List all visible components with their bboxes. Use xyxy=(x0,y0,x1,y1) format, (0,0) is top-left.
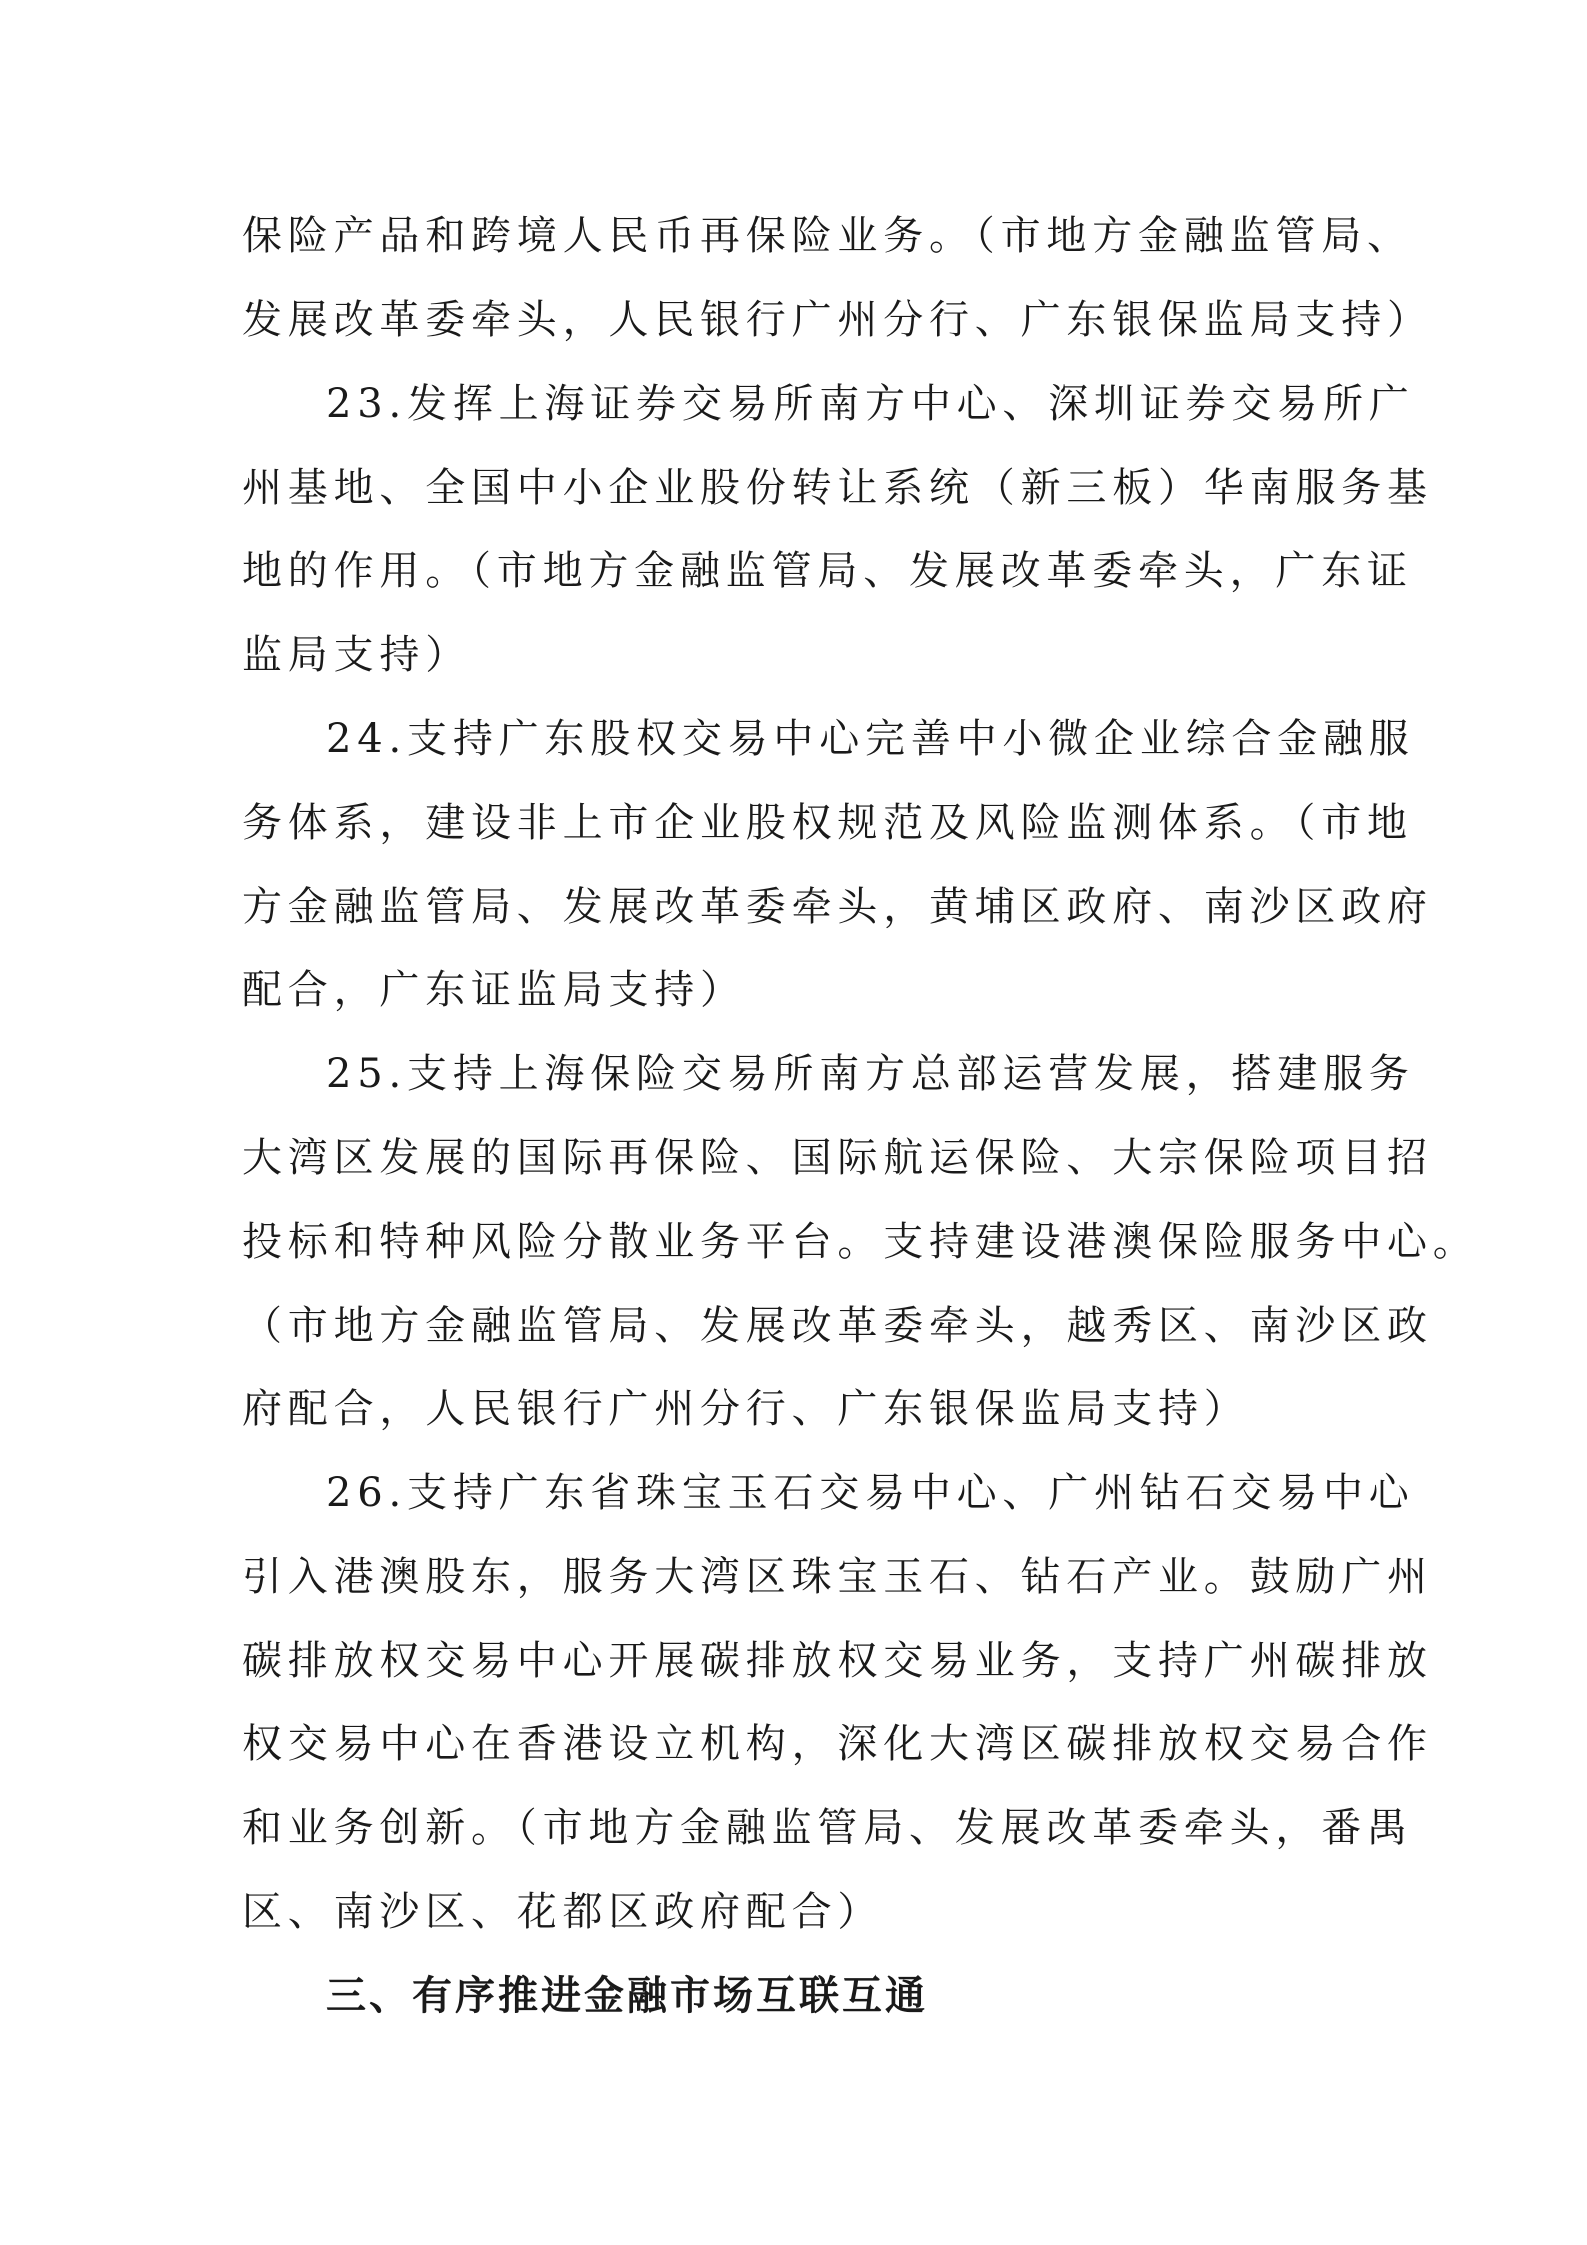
item-24-first-line: 24.支持广东股权交易中心完善中小微企业综合金融服 xyxy=(326,716,1415,762)
section-heading: 三、有序推进金融市场互联互通 xyxy=(326,1973,928,2019)
item-25-first-line: 25.支持上海保险交易所南方总部运营发展，搭建服务 xyxy=(326,1051,1415,1097)
text-line: 府配合，人民银行广州分行、广东银保监局支持） xyxy=(242,1386,1250,1432)
text-line: 地的作用。（市地方金融监管局、发展改革委牵头，广东证 xyxy=(242,548,1413,594)
item-23-first-line: 23.发挥上海证券交易所南方中心、深圳证券交易所广 xyxy=(326,381,1415,427)
text-line: 务体系，建设非上市企业股权规范及风险监测体系。（市地 xyxy=(242,800,1413,846)
text-line: 州基地、全国中小企业股份转让系统（新三板）华南服务基 xyxy=(242,465,1433,511)
text-line: 保险产品和跨境人民币再保险业务。（市地方金融监管局、 xyxy=(242,213,1413,259)
text-line: （市地方金融监管局、发展改革委牵头，越秀区、南沙区政 xyxy=(242,1303,1433,1349)
text-line: 和业务创新。（市地方金融监管局、发展改革委牵头，番禺 xyxy=(242,1805,1413,1851)
text-line: 配合，广东证监局支持） xyxy=(242,967,746,1013)
text-line: 碳排放权交易中心开展碳排放权交易业务，支持广州碳排放 xyxy=(242,1638,1433,1684)
text-line: 监局支持） xyxy=(242,632,471,678)
text-line: 方金融监管局、发展改革委牵头，黄埔区政府、南沙区政府 xyxy=(242,884,1433,930)
text-line: 投标和特种风险分散业务平台。支持建设港澳保险服务中心。 xyxy=(242,1219,1479,1265)
item-26-first-line: 26.支持广东省珠宝玉石交易中心、广州钻石交易中心 xyxy=(326,1470,1415,1516)
text-line: 引入港澳股东，服务大湾区珠宝玉石、钻石产业。鼓励广州 xyxy=(242,1554,1433,1600)
text-line: 大湾区发展的国际再保险、国际航运保险、大宗保险项目招 xyxy=(242,1135,1433,1181)
text-line: 权交易中心在香港设立机构，深化大湾区碳排放权交易合作 xyxy=(242,1721,1433,1767)
text-line: 发展改革委牵头，人民银行广州分行、广东银保监局支持） xyxy=(242,297,1433,343)
text-line: 区、南沙区、花都区政府配合） xyxy=(242,1889,884,1935)
